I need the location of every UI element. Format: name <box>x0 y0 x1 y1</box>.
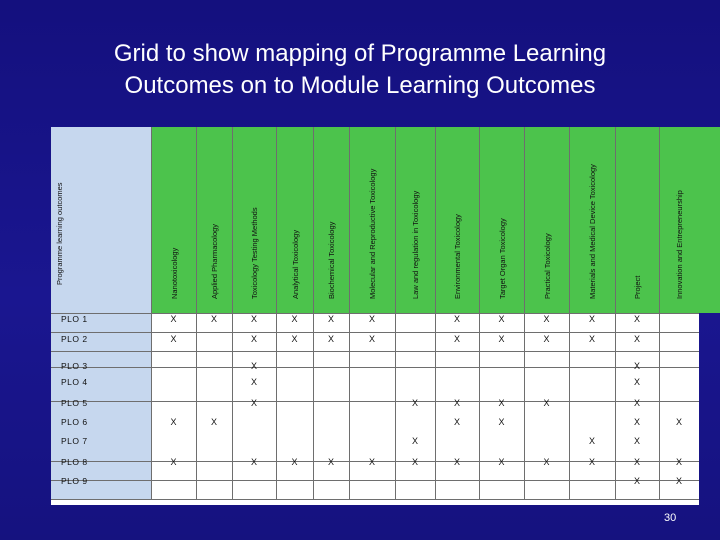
plo-row-label: PLO 1 <box>61 314 88 324</box>
mapping-mark: X <box>633 457 640 467</box>
module-header <box>349 127 395 313</box>
mapping-mark: X <box>633 361 640 371</box>
module-header <box>479 127 524 313</box>
mapping-mark: X <box>170 457 177 467</box>
grid-row-line <box>51 367 699 368</box>
mapping-mark: X <box>170 314 177 324</box>
module-header-label: Law and regulation in Toxicology <box>411 190 420 299</box>
grid-row-line <box>51 401 699 402</box>
module-header <box>615 127 659 313</box>
mapping-mark: X <box>633 436 640 446</box>
mapping-mark: X <box>675 457 682 467</box>
plo-row-label: PLO 2 <box>61 334 88 344</box>
mapping-mark: X <box>633 377 640 387</box>
slide-title-line-2: Outcomes on to Module Learning Outcomes <box>124 72 596 99</box>
mapping-mark: X <box>291 334 298 344</box>
module-header <box>276 127 313 313</box>
module-header <box>569 127 615 313</box>
mapping-mark: X <box>588 314 595 324</box>
plo-row-label: PLO 4 <box>61 377 88 387</box>
mapping-mark: X <box>250 398 257 408</box>
grid-row-line <box>51 499 699 500</box>
mapping-mark: X <box>675 476 682 486</box>
corner-header <box>51 127 71 313</box>
grid-row-line <box>51 351 699 352</box>
mapping-mark: X <box>250 314 257 324</box>
mapping-mark: X <box>210 314 217 324</box>
mapping-mark: X <box>291 457 298 467</box>
mapping-grid <box>51 127 699 505</box>
mapping-mark: X <box>498 398 505 408</box>
module-header-label: Toxicology Testing Methods <box>250 207 259 299</box>
mapping-mark: X <box>170 417 177 427</box>
module-header-label: Project <box>633 275 642 299</box>
module-header <box>151 127 196 313</box>
mapping-mark: X <box>633 476 640 486</box>
module-header <box>232 127 276 313</box>
module-header <box>435 127 479 313</box>
plo-row-label: PLO 9 <box>61 476 88 486</box>
mapping-mark: X <box>453 334 460 344</box>
plo-row-label: PLO 8 <box>61 457 88 467</box>
mapping-mark: X <box>498 457 505 467</box>
corner-label: Programme learning outcomes <box>55 182 64 285</box>
mapping-mark: X <box>411 436 418 446</box>
mapping-mark: X <box>368 334 375 344</box>
mapping-mark: X <box>453 398 460 408</box>
module-header-label: Environmental Toxicology <box>453 214 462 299</box>
module-header-label: Target Organ Toxicology <box>497 218 507 299</box>
mapping-mark: X <box>210 417 217 427</box>
mapping-mark: X <box>291 314 298 324</box>
plo-row-label: PLO 6 <box>61 417 88 427</box>
mapping-mark: X <box>250 377 257 387</box>
grid-row-line <box>51 332 699 333</box>
mapping-mark: X <box>675 417 682 427</box>
grid-row-line <box>51 480 699 481</box>
module-header <box>313 127 349 313</box>
mapping-mark: X <box>588 436 595 446</box>
mapping-mark: X <box>633 398 640 408</box>
module-header <box>395 127 435 313</box>
mapping-mark: X <box>327 457 334 467</box>
mapping-mark: X <box>498 314 505 324</box>
mapping-mark: X <box>368 314 375 324</box>
module-header-label: Innovation and Entrepreneurship <box>675 190 684 299</box>
mapping-mark: X <box>588 334 595 344</box>
module-header-label: Analytical Toxicology <box>290 229 300 299</box>
plo-row-label: PLO 5 <box>61 398 88 408</box>
mapping-mark: X <box>588 457 595 467</box>
mapping-mark: X <box>170 334 177 344</box>
mapping-mark: X <box>453 417 460 427</box>
mapping-mark: X <box>453 457 460 467</box>
mapping-mark: X <box>543 457 550 467</box>
mapping-mark: X <box>633 417 640 427</box>
mapping-mark: X <box>250 334 257 344</box>
page-number: 30 <box>664 512 677 524</box>
mapping-mark: X <box>543 398 550 408</box>
mapping-mark: X <box>498 417 505 427</box>
mapping-mark: X <box>250 457 257 467</box>
mapping-mark: X <box>543 334 550 344</box>
module-header-label: Materials and Medical Device Toxicology <box>588 164 597 299</box>
plo-row-label: PLO 7 <box>61 436 88 446</box>
mapping-mark: X <box>633 334 640 344</box>
plo-row-label: PLO 3 <box>61 361 88 371</box>
slide-title-line-1: Grid to show mapping of Programme Learning <box>113 40 607 67</box>
mapping-mark: X <box>327 334 334 344</box>
mapping-mark: X <box>543 314 550 324</box>
module-header-label: Applied Pharmacology <box>210 223 219 299</box>
module-header-label: Nanotoxicology <box>169 247 179 299</box>
mapping-mark: X <box>498 334 505 344</box>
mapping-mark: X <box>250 361 257 371</box>
module-header <box>659 127 699 313</box>
mapping-mark: X <box>633 314 640 324</box>
mapping-mark: X <box>453 314 460 324</box>
module-header <box>524 127 569 313</box>
module-header <box>196 127 232 313</box>
mapping-mark: X <box>327 314 334 324</box>
module-header-label: Practical Toxicology <box>542 233 552 299</box>
module-header-label: Molecular and Reproductive Toxicology <box>368 168 377 299</box>
module-header-label: Biochemical Toxicology <box>327 221 336 299</box>
mapping-mark: X <box>368 457 375 467</box>
mapping-mark: X <box>411 457 418 467</box>
slide-title <box>0 38 720 102</box>
mapping-mark: X <box>411 398 418 408</box>
